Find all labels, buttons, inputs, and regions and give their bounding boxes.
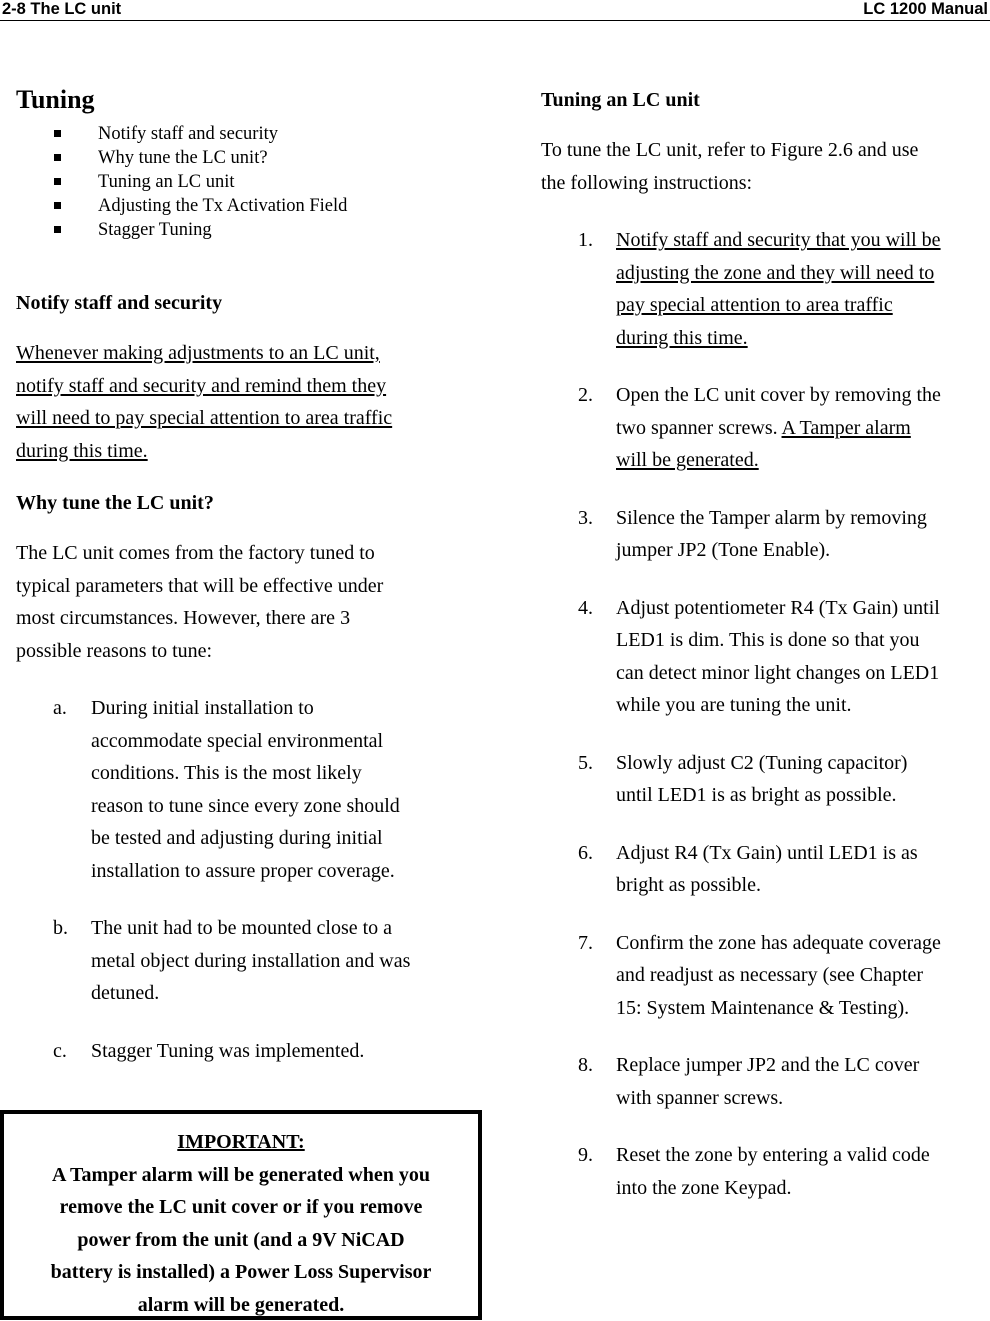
page-header [0, 0, 990, 21]
instruction-steps [541, 224, 990, 1204]
step-item: 7. Confirm the zone has adequate coverage and readjust as necessary (see Chapter 15: System Maintenance & Testing). [541, 927, 990, 1025]
tuning-unit-heading: Tuning an LC unit [541, 88, 990, 112]
header-section-label: 2-8 The LC unit [2, 0, 121, 19]
step-item: 8. Replace jumper JP2 and the LC cover with spanner screws. [541, 1049, 990, 1114]
step-item: 5. Slowly adjust C2 (Tuning capacitor) until LED1 is as bright as possible. [541, 747, 990, 812]
reason-item: a. During initial installation to accommodate special environmental conditions. This is the most likely reason to tune since every zone should be tested and adjusting during initial installation to assure proper coverage. [16, 692, 476, 887]
left-column [16, 82, 476, 1067]
notify-paragraph: Whenever making adjustments to an LC unit, notify staff and security and remind them they will need to pay special attention to area traffic during this time. [16, 337, 476, 467]
why-paragraph: The LC unit comes from the factory tuned to typical parameters that will be effective under most circumstances. However, there are 3 possible reasons to tune: [16, 537, 476, 667]
why-heading: Why tune the LC unit? [16, 491, 476, 515]
reason-item: b. The unit had to be mounted close to a metal object during installation and was detuned. [16, 912, 476, 1010]
square-bullet-icon [54, 154, 61, 161]
step-item: 9. Reset the zone by entering a valid code into the zone Keypad. [541, 1139, 990, 1204]
header-manual-title: LC 1200 Manual [863, 0, 988, 19]
notify-heading: Notify staff and security [16, 291, 476, 315]
step-item: 3. Silence the Tamper alarm by removing jumper JP2 (Tone Enable). [541, 502, 990, 567]
step-item: 2. Open the LC unit cover by removing the two spanner screws. A Tamper alarm will be generated. [541, 379, 990, 477]
square-bullet-icon [54, 226, 61, 233]
topic-item: Stagger Tuning [16, 218, 476, 242]
important-line: remove the LC unit cover or if you remove [4, 1191, 478, 1224]
square-bullet-icon [54, 202, 61, 209]
reason-item: c. Stagger Tuning was implemented. [16, 1035, 476, 1068]
topic-list [16, 122, 476, 242]
square-bullet-icon [54, 178, 61, 185]
important-line: A Tamper alarm will be generated when you [4, 1159, 478, 1192]
square-bullet-icon [54, 130, 61, 137]
topic-item: Adjusting the Tx Activation Field [16, 194, 476, 218]
right-column [541, 88, 990, 1204]
section-title: Tuning [16, 82, 476, 118]
important-line: power from the unit (and a 9V NiCAD [4, 1224, 478, 1257]
important-line: battery is installed) a Power Loss Supervisor [4, 1256, 478, 1289]
important-line: alarm will be generated. [4, 1289, 478, 1321]
topic-item: Tuning an LC unit [16, 170, 476, 194]
tuning-intro: To tune the LC unit, refer to Figure 2.6 and use the following instructions: [541, 134, 990, 199]
reason-list [16, 692, 476, 1067]
step-item: 1. Notify staff and security that you will be adjusting the zone and they will need to pay special attention to area traffic during this time. [541, 224, 990, 354]
step-item: 4. Adjust potentiometer R4 (Tx Gain) until LED1 is dim. This is done so that you can detect minor light changes on LED1 while you are tuning the unit. [541, 592, 990, 722]
important-title: IMPORTANT: [4, 1126, 478, 1159]
step-item: 6. Adjust R4 (Tx Gain) until LED1 is as bright as possible. [541, 837, 990, 902]
topic-item: Why tune the LC unit? [16, 146, 476, 170]
important-notice-box [0, 1110, 482, 1320]
topic-item: Notify staff and security [16, 122, 476, 146]
